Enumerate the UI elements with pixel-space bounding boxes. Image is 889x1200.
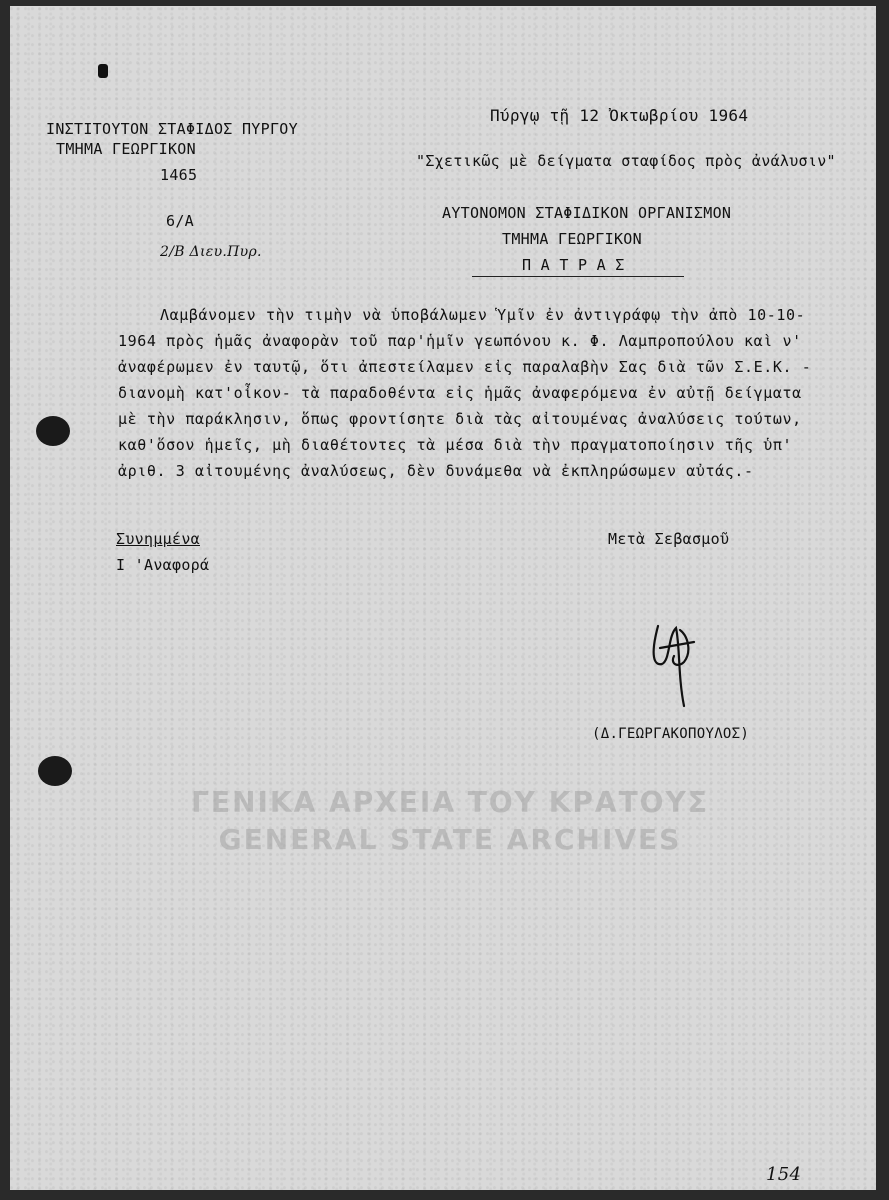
date-line: Πύργῳ τῇ 12 Ὀκτωβρίου 1964	[490, 106, 749, 125]
protocol-number: 1465	[160, 166, 198, 184]
page-number: 154	[766, 1164, 802, 1185]
body-line-7: ἀριθ. 3 αἰτουμένης ἀναλύσεως, δὲν δυνάμεθα νὰ ἐκπληρώσωμεν αὐτάς.-	[118, 462, 754, 480]
subject-line: "Σχετικῶς μὲ δείγματα σταφίδος πρὸς ἀνάλυσιν"	[416, 152, 836, 170]
ink-mark	[98, 64, 108, 78]
recipient-line-3: Π Α Τ Ρ Α Σ	[522, 256, 625, 274]
closing-salutation: Μετὰ Σεβασμοῦ	[608, 530, 730, 548]
signatory-name: (Δ.ΓΕΩΡΓΑΚΟΠΟΥΛΟΣ)	[592, 726, 750, 742]
body-line-4: διανομὴ κατ'οἶκον- τὰ παραδοθέντα εἰς ἡμᾶς ἀναφερόμενα ἐν αὐτῇ δείγματα	[118, 384, 802, 402]
archive-watermark	[190, 786, 710, 856]
watermark-line-1: ΓΕΝΙΚΑ ΑΡΧΕΙΑ ΤΟΥ ΚΡΑΤΟΥΣ	[191, 786, 709, 819]
handwritten-reference: 2/Β Διευ.Πυρ.	[160, 244, 262, 260]
recipient-line-1: ΑΥΤΟΝΟΜΟΝ ΣΤΑΦΙΔΙΚΟΝ ΟΡΓΑΝΙΣΜΟΝ	[442, 204, 732, 222]
file-reference: 6/Α	[166, 212, 194, 230]
body-line-1: Λαμβάνομεν τὴν τιμὴν νὰ ὑποβάλωμεν Ὑμῖν ἐν ἀντιγράφῳ τὴν ἀπὸ 10-10-	[160, 306, 806, 324]
letter-page	[10, 6, 876, 1190]
recipient-underline	[472, 276, 684, 277]
body-line-3: ἀναφέρωμεν ἐν ταυτῷ, ὅτι ἀπεστείλαμεν εἰς παραλαβὴν Σας διὰ τῶν Σ.Ε.Κ. -	[118, 358, 812, 376]
sender-line-1: ΙΝΣΤΙΤΟΥΤΟΝ ΣΤΑΦΙΔΟΣ ΠΥΡΓΟΥ	[46, 120, 298, 138]
punch-hole-top	[36, 416, 70, 446]
attachments-heading: Συνημμένα	[116, 530, 200, 548]
sender-line-2: ΤΜΗΜΑ ΓΕΩΡΓΙΚΟΝ	[56, 140, 196, 158]
body-line-5: μὲ τὴν παράκλησιν, ὅπως φροντίσητε διὰ τὰς αἰτουμένας ἀναλύσεις τούτων,	[118, 410, 802, 428]
watermark-line-2: GENERAL STATE ARCHIVES	[218, 823, 682, 856]
body-line-6: καθ'ὅσον ἡμεῖς, μὴ διαθέτοντες τὰ μέσα διὰ τὴν πραγματοποίησιν τῆς ὑπ'	[118, 436, 793, 454]
attachment-item: Ι 'Αναφορά	[116, 556, 210, 574]
punch-hole-bottom	[38, 756, 72, 786]
body-line-2: 1964 πρὸς ἡμᾶς ἀναφορὰν τοῦ παρ'ἡμῖν γεωπόνου κ. Φ. Λαμπροπούλου καὶ ν'	[118, 332, 802, 350]
handwritten-signature	[640, 606, 710, 716]
recipient-line-2: ΤΜΗΜΑ ΓΕΩΡΓΙΚΟΝ	[502, 230, 642, 248]
